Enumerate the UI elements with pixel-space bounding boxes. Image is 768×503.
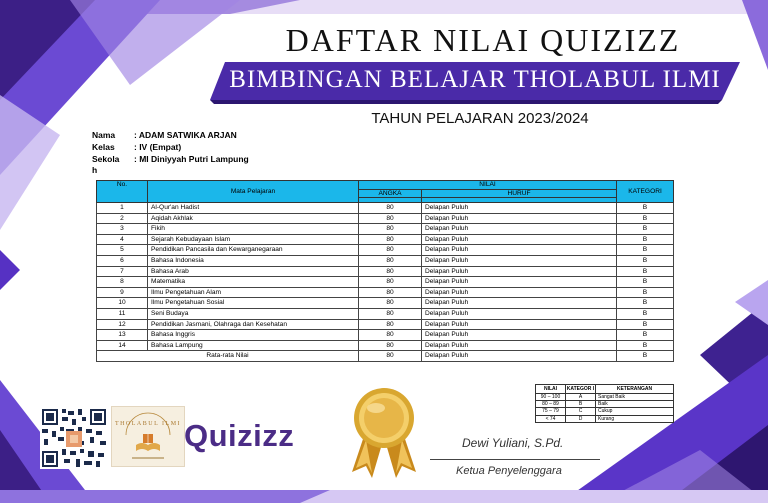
cell-huruf: Delapan Puluh	[422, 319, 617, 330]
table-row	[97, 277, 674, 288]
grades-table	[96, 180, 674, 362]
cell-angka: 80	[359, 298, 422, 309]
svg-text:THOLABUL ILMI: THOLABUL ILMI	[114, 421, 182, 427]
identity-value: : ADAM SATWIKA ARJAN	[134, 130, 237, 140]
legend-cell-nilai: 75 – 79	[536, 408, 566, 415]
legend-cell-kategori: D	[566, 415, 596, 422]
identity-label: Nama	[92, 130, 116, 140]
identity-row-nama	[92, 129, 334, 141]
cell-subject: Sejarah Kebudayaan Islam	[148, 234, 359, 245]
cell-kategori: B	[617, 330, 674, 341]
cell-kategori: B	[617, 245, 674, 256]
legend-header-nilai: NILAI	[536, 385, 566, 394]
student-identity	[92, 129, 334, 176]
table-row	[97, 340, 674, 351]
legend-header-kategori: KATEGOR I	[566, 386, 595, 392]
header-kategori: KATEGORI	[617, 181, 674, 203]
cell-angka: 80	[359, 203, 422, 214]
bottom-left-band	[0, 490, 330, 503]
table-row	[97, 308, 674, 319]
cell-kategori: B	[617, 234, 674, 245]
cell-huruf: Delapan Puluh	[422, 245, 617, 256]
legend-cell-keterangan: Cukup	[596, 408, 674, 415]
cell-huruf: Delapan Puluh	[422, 213, 617, 224]
cell-subject: Bahasa Arab	[148, 266, 359, 277]
header-angka: ANGKA	[359, 189, 422, 198]
average-angka: 80	[359, 351, 422, 362]
cell-kategori: B	[617, 308, 674, 319]
cell-no: 4	[97, 234, 148, 245]
cell-huruf: Delapan Puluh	[422, 287, 617, 298]
average-huruf: Delapan Puluh	[422, 351, 617, 362]
cell-angka: 80	[359, 245, 422, 256]
cell-no: 5	[97, 245, 148, 256]
cell-huruf: Delapan Puluh	[422, 298, 617, 309]
legend-row	[536, 394, 674, 401]
cell-huruf: Delapan Puluh	[422, 330, 617, 341]
page-title: DAFTAR NILAI QUIZIZZ	[285, 22, 681, 58]
cell-subject: Ilmu Pengetahuan Sosial	[148, 298, 359, 309]
table-row	[97, 319, 674, 330]
cell-kategori: B	[617, 255, 674, 266]
cell-no: 13	[97, 330, 148, 341]
average-row	[97, 351, 674, 362]
cell-kategori: B	[617, 277, 674, 288]
cell-kategori: B	[617, 298, 674, 309]
book-icon	[112, 407, 184, 466]
cell-kategori: B	[617, 319, 674, 330]
identity-label: h	[92, 165, 98, 175]
cell-subject: Al-Qur'an Hadist	[148, 203, 359, 214]
cell-no: 7	[97, 266, 148, 277]
qr-code-icon	[40, 407, 108, 469]
legend-row	[536, 415, 674, 422]
cell-no: 11	[97, 308, 148, 319]
legend-cell-nilai: < 74	[536, 415, 566, 422]
cell-kategori: B	[617, 224, 674, 235]
legend-cell-kategori: A	[566, 394, 596, 401]
cell-no: 14	[97, 340, 148, 351]
table-row	[97, 213, 674, 224]
cell-angka: 80	[359, 266, 422, 277]
cell-angka: 80	[359, 224, 422, 235]
table-row	[97, 234, 674, 245]
legend-row	[536, 408, 674, 415]
cell-angka: 80	[359, 255, 422, 266]
cell-subject: Pendidikan Pancasila dan Kewarganegaraan	[148, 245, 359, 256]
cell-angka: 80	[359, 213, 422, 224]
average-label: Rata-rata Nilai	[97, 351, 359, 362]
table-row	[97, 330, 674, 341]
identity-value: : MI Diniyyah Putri Lampung	[134, 154, 249, 164]
school-logo	[111, 406, 185, 467]
cell-no: 12	[97, 319, 148, 330]
cell-no: 1	[97, 203, 148, 214]
cell-kategori: B	[617, 340, 674, 351]
subtitle-banner-shadow	[210, 100, 722, 104]
cell-subject: Seni Budaya	[148, 308, 359, 319]
legend-cell-kategori: B	[566, 401, 596, 408]
cell-angka: 80	[359, 308, 422, 319]
cell-subject: Bahasa Inggris	[148, 330, 359, 341]
cell-kategori: B	[617, 213, 674, 224]
identity-label: Kelas	[92, 142, 115, 152]
grades-body	[97, 203, 674, 362]
header-huruf: HURUF	[422, 189, 617, 198]
cell-angka: 80	[359, 287, 422, 298]
school-year: TAHUN PELAJARAN 2023/2024	[371, 110, 589, 127]
legend-cell-nilai: 80 – 89	[536, 401, 566, 408]
cell-huruf: Delapan Puluh	[422, 234, 617, 245]
header-nilai: NILAI	[359, 181, 617, 190]
cell-huruf: Delapan Puluh	[422, 340, 617, 351]
identity-label: Sekola	[92, 154, 120, 164]
right-top-triangle	[742, 0, 768, 70]
cell-subject: Bahasa Indonesia	[148, 255, 359, 266]
subtitle: BIMBINGAN BELAJAR THOLABUL ILMI	[229, 66, 721, 93]
cell-angka: 80	[359, 319, 422, 330]
cell-kategori: B	[617, 203, 674, 214]
signature-line	[430, 459, 600, 460]
identity-row-wrap	[92, 164, 334, 176]
table-row	[97, 266, 674, 277]
signatory-role: Ketua Penyelenggara	[456, 465, 562, 477]
left-small-triangle	[0, 250, 20, 290]
cell-no: 6	[97, 255, 148, 266]
identity-row-kelas	[92, 141, 334, 153]
legend-body	[536, 394, 674, 423]
cell-huruf: Delapan Puluh	[422, 277, 617, 288]
cell-kategori: B	[617, 266, 674, 277]
header-subject: Mata Pelajaran	[148, 181, 359, 203]
table-row	[97, 298, 674, 309]
legend-header-keterangan: KETERANGAN	[596, 385, 674, 394]
identity-value: : IV (Empat)	[134, 142, 182, 152]
cell-subject: Matematika	[148, 277, 359, 288]
cell-angka: 80	[359, 277, 422, 288]
cell-kategori: B	[617, 287, 674, 298]
cell-no: 8	[97, 277, 148, 288]
average-kategori: B	[617, 351, 674, 362]
cell-subject: Pendidikan Jasmani, Olahraga dan Kesehatan	[148, 319, 359, 330]
cell-huruf: Delapan Puluh	[422, 224, 617, 235]
table-row	[97, 255, 674, 266]
cell-huruf: Delapan Puluh	[422, 255, 617, 266]
cell-angka: 80	[359, 330, 422, 341]
medal-icon	[342, 384, 426, 478]
cell-subject: Ilmu Pengetahuan Alam	[148, 287, 359, 298]
table-row	[97, 224, 674, 235]
table-row	[97, 287, 674, 298]
table-row	[97, 245, 674, 256]
quizizz-logo: Quizizz	[184, 418, 295, 453]
legend-row	[536, 401, 674, 408]
signatory-name: Dewi Yuliani, S.Pd.	[462, 436, 564, 450]
cell-angka: 80	[359, 340, 422, 351]
header-no: No.	[97, 181, 148, 203]
legend-cell-keterangan: Kurang	[596, 415, 674, 422]
cell-huruf: Delapan Puluh	[422, 308, 617, 319]
cell-huruf: Delapan Puluh	[422, 266, 617, 277]
legend-cell-keterangan: Sangat Baik	[596, 394, 674, 401]
cell-no: 2	[97, 213, 148, 224]
legend-cell-keterangan: Baik	[596, 401, 674, 408]
cell-subject: Aqidah Akhlak	[148, 213, 359, 224]
cell-no: 9	[97, 287, 148, 298]
table-row	[97, 203, 674, 214]
legend-cell-kategori: C	[566, 408, 596, 415]
cell-subject: Fikih	[148, 224, 359, 235]
legend-table	[535, 384, 674, 423]
cell-no: 3	[97, 224, 148, 235]
cell-subject: Bahasa Lampung	[148, 340, 359, 351]
legend-cell-nilai: 90 – 100	[536, 394, 566, 401]
cell-no: 10	[97, 298, 148, 309]
cell-angka: 80	[359, 234, 422, 245]
cell-huruf: Delapan Puluh	[422, 203, 617, 214]
